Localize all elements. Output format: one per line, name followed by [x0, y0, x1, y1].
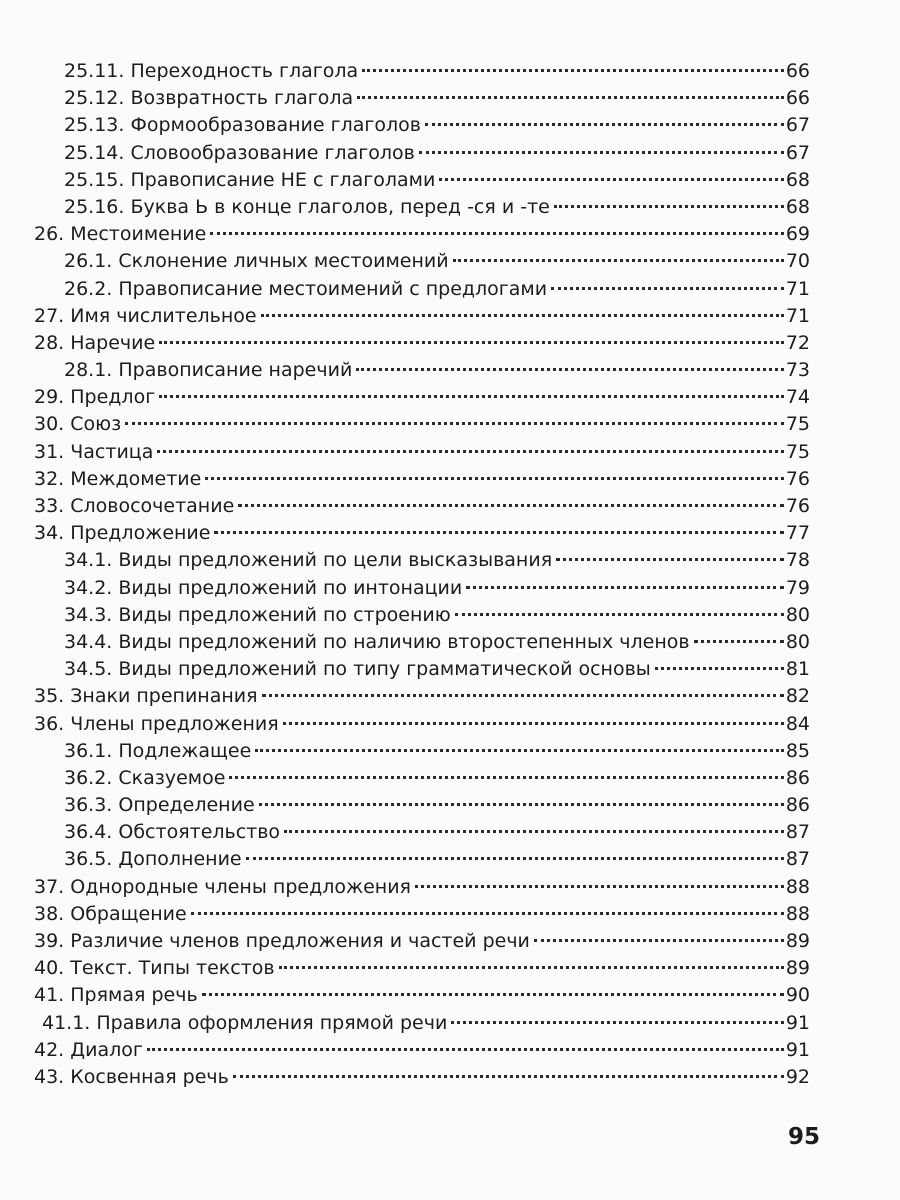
toc-entry: [34, 955, 810, 982]
toc-entry-title: 25.15. Правописание НЕ с глаголами: [64, 168, 436, 191]
toc-entry: [34, 765, 810, 792]
toc-entry-page: 66: [785, 87, 810, 110]
dot-leader: [214, 531, 783, 534]
toc-entry: [34, 547, 810, 574]
dot-leader: [415, 885, 784, 888]
toc-entry: [34, 602, 810, 629]
toc-entry-page: 77: [785, 522, 810, 545]
toc-entry-page: 81: [785, 658, 810, 681]
toc-entry-title: 25.13. Формообразование глаголов: [64, 114, 421, 137]
toc-entry-page: 82: [785, 685, 810, 708]
toc-entry-page: 68: [785, 195, 810, 218]
toc-entry-title: 34.3. Виды предложений по строению: [64, 603, 451, 626]
toc-entry-page: 73: [785, 359, 810, 382]
toc-entry: [34, 656, 810, 683]
toc-entry-title: 36. Члены предложения: [34, 712, 279, 735]
toc-entry-title: 25.16. Буква Ь в конце глаголов, перед -ся и -те: [64, 195, 550, 218]
dot-leader: [125, 422, 784, 425]
toc-entry-title: 34.2. Виды предложений по интонации: [64, 576, 463, 599]
toc-entry-title: 28. Наречие: [34, 331, 156, 354]
dot-leader: [357, 96, 784, 99]
toc-entry-page: 88: [785, 875, 810, 898]
toc-entry-page: 89: [785, 930, 810, 952]
toc-entry-title: 40. Текст. Типы текстов: [34, 957, 275, 980]
toc-entry: [34, 846, 810, 873]
toc-entry: [34, 901, 810, 928]
toc-entry-page: 87: [785, 848, 810, 871]
dot-leader: [419, 151, 784, 154]
toc-entry: [34, 330, 810, 357]
dot-leader: [439, 178, 784, 181]
toc-entry-page: 75: [785, 440, 810, 463]
dot-leader: [466, 586, 784, 589]
toc-entry-page: 92: [785, 1065, 810, 1088]
toc-entry-page: 91: [785, 1011, 810, 1034]
toc-entry-page: 72: [785, 331, 810, 354]
toc-entry-page: 78: [785, 549, 810, 572]
toc-entry-page: 70: [785, 250, 810, 273]
toc-entry: [34, 629, 810, 656]
page-number: 95: [788, 1124, 821, 1150]
toc-entry-page: 84: [785, 712, 810, 735]
toc-entry-title: 36.3. Определение: [64, 794, 255, 817]
dot-leader: [283, 722, 784, 725]
dot-leader: [229, 776, 783, 779]
toc-entry: [34, 411, 810, 438]
table-of-contents: [34, 58, 810, 1091]
toc-entry-page: 67: [785, 114, 810, 137]
toc-entry-page: 87: [785, 821, 810, 844]
toc-entry-title: 36.5. Дополнение: [64, 848, 242, 871]
dot-leader: [284, 830, 784, 833]
dot-leader: [246, 857, 784, 860]
dot-leader: [202, 993, 784, 996]
toc-entry: [34, 85, 810, 112]
toc-entry-title: 36.2. Сказуемое: [64, 766, 226, 789]
dot-leader: [205, 477, 783, 480]
toc-entry: [34, 928, 810, 955]
toc-entry-title: 42. Диалог: [34, 1038, 143, 1061]
dot-leader: [356, 368, 784, 371]
toc-entry-title: 39. Различие членов предложения и частей речи: [34, 930, 530, 952]
toc-entry-page: 68: [785, 168, 810, 191]
toc-entry: [34, 303, 810, 330]
toc-entry-page: 86: [785, 794, 810, 817]
dot-leader: [159, 341, 784, 344]
dot-leader: [655, 667, 784, 670]
toc-entry-title: 36.1. Подлежащее: [64, 739, 252, 762]
toc-entry: [34, 167, 810, 194]
toc-entry: [34, 140, 810, 167]
toc-entry: [34, 466, 810, 493]
toc-entry-page: 76: [785, 467, 810, 490]
toc-entry: [34, 982, 810, 1009]
toc-entry-title: 38. Обращение: [34, 902, 187, 925]
toc-entry-title: 41.1. Правила оформления прямой речи: [42, 1011, 448, 1034]
toc-entry: [34, 493, 810, 520]
toc-entry: [34, 874, 810, 901]
dot-leader: [238, 504, 784, 507]
toc-entry-page: 76: [785, 495, 810, 517]
dot-leader: [191, 912, 784, 915]
toc-entry-page: 80: [785, 603, 810, 626]
toc-entry-title: 35. Знаки препинания: [34, 685, 258, 708]
dot-leader: [554, 205, 784, 208]
dot-leader: [451, 1021, 784, 1024]
toc-entry-title: 34.5. Виды предложений по типу грамматической основы: [64, 658, 651, 681]
toc-entry: [34, 248, 810, 275]
toc-entry-page: 90: [785, 984, 810, 1007]
dot-leader: [157, 450, 783, 453]
dot-leader: [261, 314, 784, 317]
toc-entry: [34, 276, 810, 303]
toc-entry: [34, 194, 810, 221]
toc-entry-page: 75: [785, 413, 810, 436]
toc-entry: [34, 439, 810, 466]
toc-entry: [34, 683, 810, 710]
toc-entry-title: 36.4. Обстоятельство: [64, 821, 281, 844]
toc-entry-title: 34.1. Виды предложений по цели высказывания: [64, 549, 553, 572]
toc-entry-title: 34. Предложение: [34, 522, 211, 545]
toc-entry: [34, 1010, 810, 1037]
toc-entry-page: 71: [785, 277, 810, 300]
toc-entry-page: 69: [785, 223, 810, 246]
toc-entry-title: 41. Прямая речь: [34, 984, 198, 1007]
dot-leader: [259, 803, 784, 806]
toc-entry-page: 88: [785, 902, 810, 925]
toc-entry-page: 91: [785, 1038, 810, 1061]
toc-entry: [34, 357, 810, 384]
toc-entry-title: 30. Союз: [34, 413, 122, 436]
toc-entry-title: 26.2. Правописание местоимений с предлогами: [64, 277, 548, 300]
toc-entry-title: 28.1. Правописание наречий: [64, 359, 353, 382]
toc-entry-page: 80: [785, 630, 810, 653]
toc-entry-title: 26.1. Склонение личных местоимений: [64, 250, 449, 273]
toc-entry: [34, 1037, 810, 1064]
toc-entry: [34, 575, 810, 602]
toc-entry: [34, 58, 810, 85]
dot-leader: [255, 749, 784, 752]
toc-entry-page: 89: [785, 957, 810, 980]
toc-entry-page: 74: [785, 386, 810, 409]
dot-leader: [556, 558, 784, 561]
toc-entry-title: 43. Косвенная речь: [34, 1065, 229, 1088]
toc-entry: [34, 819, 810, 846]
toc-entry: [34, 1064, 810, 1091]
dot-leader: [262, 694, 784, 697]
toc-entry-title: 25.14. Словообразование глаголов: [64, 141, 415, 164]
toc-entry: [34, 112, 810, 139]
toc-entry-title: 32. Междометие: [34, 467, 202, 490]
dot-leader: [233, 1075, 784, 1078]
toc-entry-page: 71: [785, 304, 810, 327]
toc-entry-title: 25.12. Возвратность глагола: [64, 87, 354, 110]
toc-entry-title: 25.11. Переходность глагола: [64, 60, 359, 82]
toc-entry: [34, 384, 810, 411]
toc-entry: [34, 738, 810, 765]
toc-entry-title: 33. Словосочетание: [34, 495, 235, 517]
toc-entry: [34, 221, 810, 248]
toc-entry-title: 31. Частица: [34, 440, 154, 463]
dot-leader: [425, 123, 784, 126]
dot-leader: [694, 640, 784, 643]
toc-entry-title: 26. Местоимение: [34, 223, 207, 246]
toc-entry-title: 27. Имя числительное: [34, 304, 257, 327]
toc-entry-title: 34.4. Виды предложений по наличию второстепенных членов: [64, 630, 690, 653]
toc-entry-page: 66: [785, 60, 810, 82]
dot-leader: [279, 966, 784, 969]
dot-leader: [455, 613, 784, 616]
toc-entry: [34, 520, 810, 547]
toc-entry: [34, 792, 810, 819]
dot-leader: [362, 69, 784, 72]
toc-entry-title: 29. Предлог: [34, 386, 156, 409]
dot-leader: [159, 395, 784, 398]
dot-leader: [534, 939, 784, 942]
toc-entry: [34, 711, 810, 738]
toc-entry-page: 79: [785, 576, 810, 599]
dot-leader: [453, 259, 784, 262]
toc-entry-page: 86: [785, 766, 810, 789]
dot-leader: [147, 1048, 784, 1051]
dot-leader: [551, 287, 784, 290]
toc-entry-page: 67: [785, 141, 810, 164]
toc-entry-title: 37. Однородные члены предложения: [34, 875, 411, 898]
dot-leader: [210, 232, 784, 235]
toc-entry-page: 85: [785, 739, 810, 762]
